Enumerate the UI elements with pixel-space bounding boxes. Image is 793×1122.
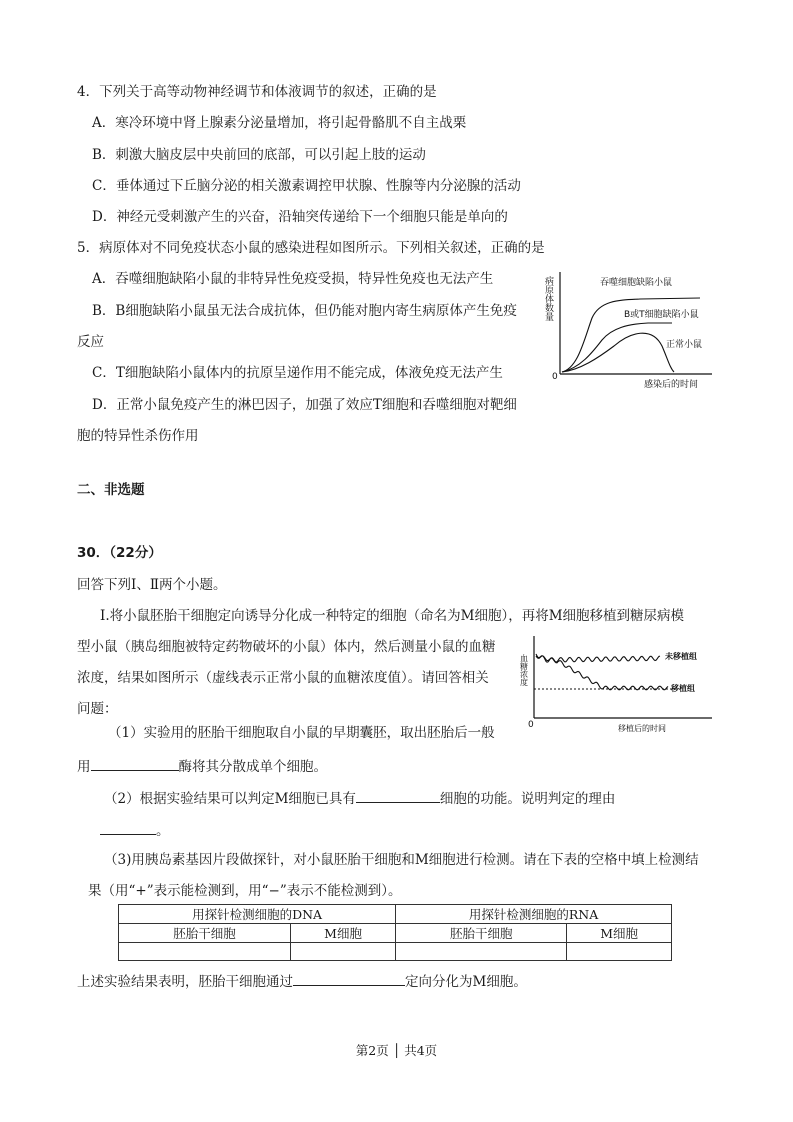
q30-sub2-line1 <box>104 788 615 808</box>
fig1-origin: 0 <box>552 372 558 382</box>
fig2-label-untransplanted: 未移植组 <box>665 652 697 661</box>
col-m-rna: M细胞 <box>567 924 672 943</box>
sub2-suffix: 细胞的功能。说明判定的理由 <box>439 791 616 807</box>
curve-normal <box>562 333 674 372</box>
q4-option-b: B．刺激大脑皮层中央前回的底部，可以引起上肢的运动 <box>92 147 426 163</box>
q5-stem: 5．病原体对不同免疫状态小鼠的感染进程如图所示。下列相关叙述，正确的是 <box>77 240 545 256</box>
fig2-origin: 0 <box>528 720 534 730</box>
q5-option-a: A．吞噬细胞缺陷小鼠的非特异性免疫受损，特异性免疫也无法产生 <box>92 271 494 287</box>
q30-sub3-line2: 果（用“+”表示能检测到，用“−”表示不能检测到）。 <box>88 883 402 899</box>
q30-para-line2: 型小鼠（胰岛细胞被特定药物破坏的小鼠）体内，然后测量小鼠的血糖 <box>77 639 496 655</box>
q5-option-c: C．T细胞缺陷小鼠体内的抗原呈递作用不能完成，体液免疫无法产生 <box>92 365 503 381</box>
col-m-dna: M细胞 <box>290 924 395 943</box>
curve-bt-deficient <box>562 323 672 372</box>
infection-figure <box>540 268 720 400</box>
fig2-xlabel: 移植后的时间 <box>618 724 666 733</box>
q30-para-line1: Ⅰ.将小鼠胚胎干细胞定向诱导分化成一种特定的细胞（命名为M细胞），再将M细胞移植到糖尿病模 <box>100 608 685 624</box>
q30-sub3-line1: （3)用胰岛素基因片段做探针，对小鼠胚胎干细胞和M细胞进行检测。请在下表的空格中填上检测结 <box>104 852 699 868</box>
q4-stem: 4．下列关于高等动物神经调节和体液调节的叙述，正确的是 <box>77 84 437 100</box>
q30-title: 30．（22分） <box>77 545 162 561</box>
sub2-end: 。 <box>156 823 170 839</box>
sub1-suffix: 酶将其分散成单个细胞。 <box>178 759 327 775</box>
q30-para-line3: 浓度，结果如图所示（虚线表示正常小鼠的血糖浓度值）。请回答相关 <box>77 670 489 686</box>
q30-intro: 回答下列Ⅰ、Ⅱ两个小题。 <box>77 577 227 593</box>
answer-blank-mechanism[interactable] <box>293 971 405 986</box>
q5-option-b: B．B细胞缺陷小鼠虽无法合成抗体，但仍能对胞内寄生病原体产生免疫 <box>92 303 517 319</box>
page-footer: 第2页 │ 共4页 <box>355 1043 438 1058</box>
q5-option-b-cont: 反应 <box>77 334 104 350</box>
sub2-prefix: （2）根据实验结果可以判定M细胞已具有 <box>104 791 356 807</box>
detection-table <box>118 904 672 961</box>
section-heading: 二、非选题 <box>77 482 145 498</box>
q30-sub2-line2 <box>100 820 170 840</box>
q30-para-line4: 问题： <box>77 701 118 717</box>
q4-option-a: A．寒冷环境中肾上腺素分泌量增加，将引起骨骼肌不自主战栗 <box>92 115 467 131</box>
answer-cell-m-rna[interactable] <box>567 943 672 961</box>
q5-option-d: D．正常小鼠免疫产生的淋巴因子，加强了效应T细胞和吞噬细胞对靶细 <box>92 397 517 413</box>
q4-option-c: C．垂体通过下丘脑分泌的相关激素调控甲状腺、性腺等内分泌腺的活动 <box>92 178 521 194</box>
fig1-label-phagocyte: 吞噬细胞缺陷小鼠 <box>600 278 673 288</box>
answer-cell-es-dna[interactable] <box>119 943 291 961</box>
answer-blank-cell-function[interactable] <box>356 788 440 803</box>
fig1-label-bt: B或T细胞缺陷小鼠 <box>624 310 699 320</box>
answer-blank-enzyme[interactable] <box>91 756 179 771</box>
q30-conclusion <box>77 971 527 991</box>
fig2-label-transplanted: 移植组 <box>671 684 695 693</box>
conclusion-suffix: 定向分化为M细胞。 <box>405 974 527 990</box>
fig1-xlabel: 感染后的时间 <box>644 380 699 390</box>
fig2-ylabel: 血糖浓度 <box>519 654 529 686</box>
q30-sub1-line1: （1）实验用的胚胎干细胞取自小鼠的早期囊胚，取出胚胎后一般 <box>108 725 495 741</box>
fig1-label-normal: 正常小鼠 <box>666 340 703 350</box>
answer-cell-es-rna[interactable] <box>396 943 567 961</box>
q30-sub1-line2 <box>77 756 327 776</box>
col-es-rna: 胚胎干细胞 <box>396 924 567 943</box>
header-rna: 用探针检测细胞的RNA <box>396 905 672 924</box>
answer-cell-m-dna[interactable] <box>290 943 395 961</box>
conclusion-prefix: 上述实验结果表明，胚胎干细胞通过 <box>77 974 293 990</box>
glucose-figure <box>518 632 714 736</box>
q5-option-d-cont: 胞的特异性杀伤作用 <box>77 428 199 444</box>
q4-option-d: D．神经元受刺激产生的兴奋，沿轴突传递给下一个细胞只能是单向的 <box>92 209 508 225</box>
answer-blank-reason[interactable] <box>100 820 156 835</box>
header-dna: 用探针检测细胞的DNA <box>119 905 396 924</box>
sub1-prefix: 用 <box>77 759 91 775</box>
fig1-ylabel: 病原体数量 <box>543 276 553 321</box>
col-es-dna: 胚胎干细胞 <box>119 924 291 943</box>
